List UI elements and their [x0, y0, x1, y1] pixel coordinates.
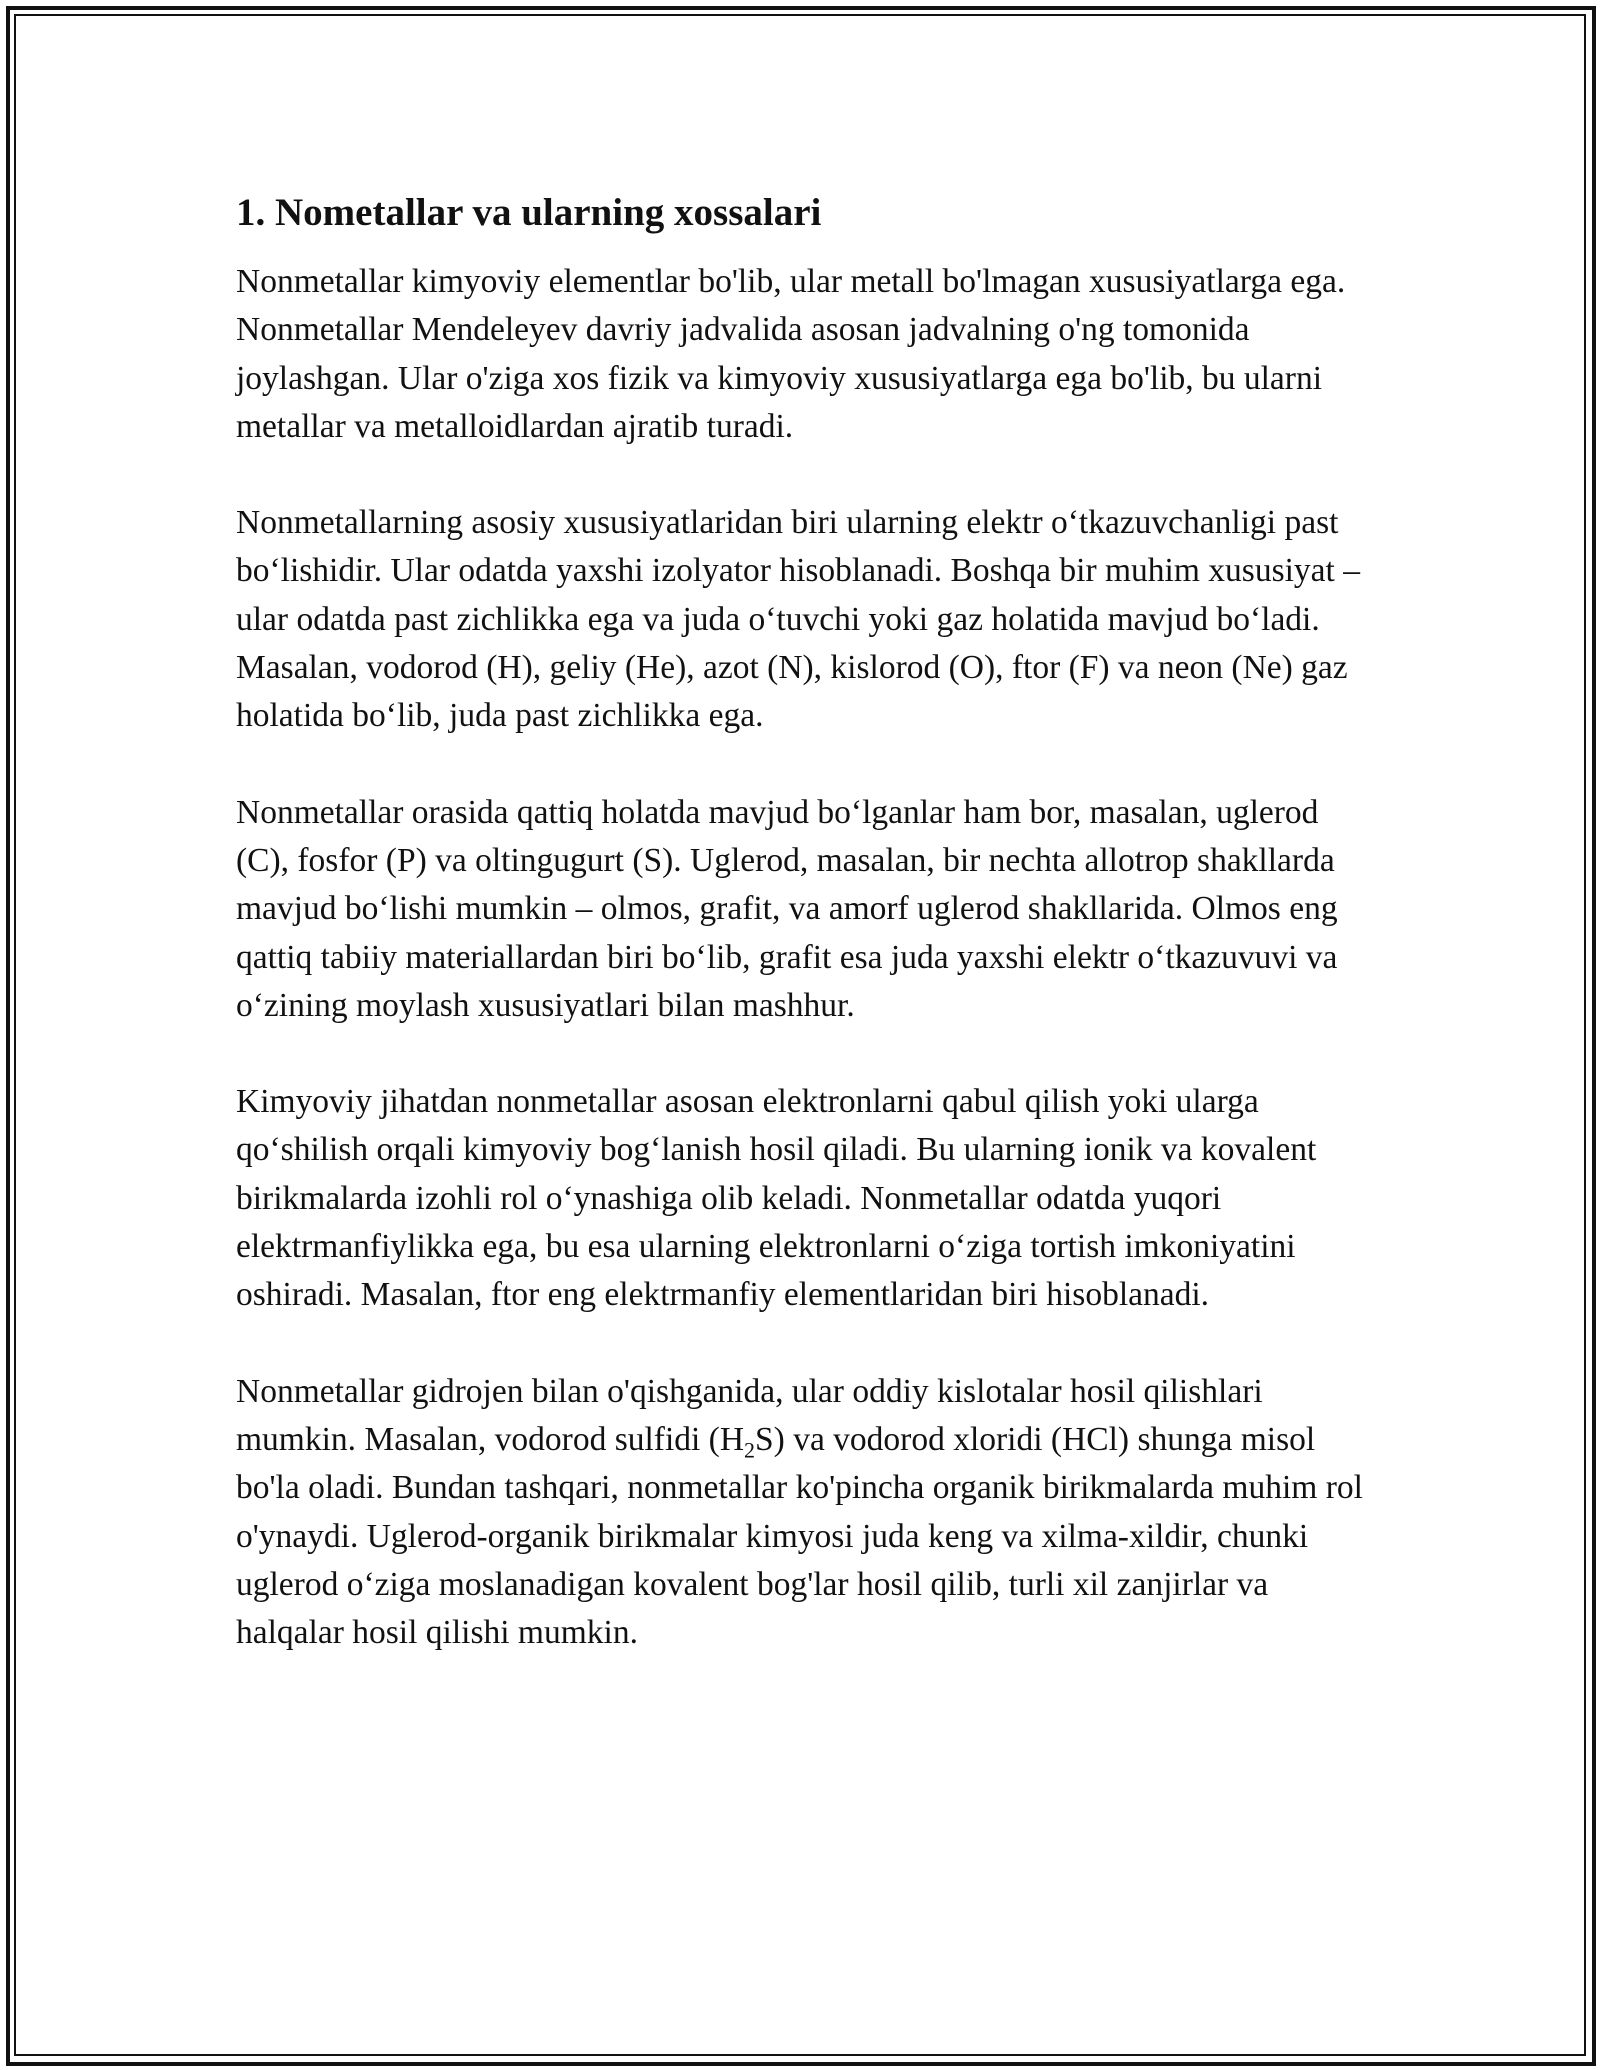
document-body	[236, 188, 1366, 1705]
paragraph-4: Kimyoviy jihatdan nonmetallar asosan elektronlarni qabul qilish yoki ularga qo‘shilish orqali kimyoviy bog‘lanish hosil qiladi. Bu ularning ionik va kovalent birikmalarda izohli rol o‘ynashiga olib keladi. Nonmetallar odatda yuqori elektrmanfiylikka ega, bu esa ularning elektronlarni o‘ziga tortish imkoniyatini oshiradi. Masalan, ftor eng elektrmanfiy elementlaridan biri hisoblanadi.	[236, 1083, 1317, 1314]
paragraph-2: Nonmetallarning asosiy xususiyatlaridan biri ularning elektr o‘tkazuvchanligi past bo‘lishidir. Ular odatda yaxshi izolyator hisoblanadi. Boshqa bir muhim xususiyat – ular odatda past zichlikka ega va juda o‘tuvchi yoki gaz holatida mavjud bo‘ladi. Masalan, vodorod (H), geliy (He), azot (N), kislorod (O), ftor (F) va neon (Ne) gaz holatida bo‘lib, juda past zichlikka ega.	[236, 504, 1360, 735]
paragraph-5-part-2: S) va vodorod xloridi (HCl) shunga misol bo'la oladi. Bundan tashqari, nonmetallar ko'pincha organik birikmalarda muhim rol o'ynaydi. Uglerod-organik birikmalar kimyosi juda keng va xilma-xildir, chunki uglerod o‘ziga moslanadigan kovalent bog'lar hosil qilib, turli xil zanjirlar va halqalar hosil qilishi mumkin.	[236, 1420, 1363, 1652]
paragraph-5	[236, 1368, 1366, 1658]
section-title: 1. Nometallar va ularning xossalari	[236, 191, 822, 234]
paragraph-3: Nonmetallar orasida qattiq holatda mavjud bo‘lganlar ham bor, masalan, uglerod (C), fosfor (P) va oltingugurt (S). Uglerod, masalan, bir nechta allotrop shakllarda mavjud bo‘lishi mumkin – olmos, grafit, va amorf uglerod shakllarida. Olmos eng qattiq tabiiy materiallardan biri bo‘lib, grafit esa juda yaxshi elektr o‘tkazuvuvi va o‘zining moylash xususiyatlari bilan mashhur.	[236, 793, 1338, 1024]
paragraph-5-part-1: Nonmetallar gidrojen bilan o'qishganida, ular oddiy kislotalar hosil qilishlari mumkin. Masalan, vodorod sulfidi (H	[236, 1372, 1263, 1458]
paragraph-1: Nonmetallar kimyoviy elementlar bo'lib, ular metall bo'lmagan xususiyatlarga ega. Nonmetallar Mendeleyev davriy jadvalida asosan jadvalning o'ng tomonida joylashgan. Ular o'ziga xos fizik va kimyoviy xususiyatlarga ega bo'lib, bu ularni metallar va metalloidlardan ajratib turadi.	[236, 263, 1346, 445]
subscript-2: 2	[744, 1437, 756, 1463]
